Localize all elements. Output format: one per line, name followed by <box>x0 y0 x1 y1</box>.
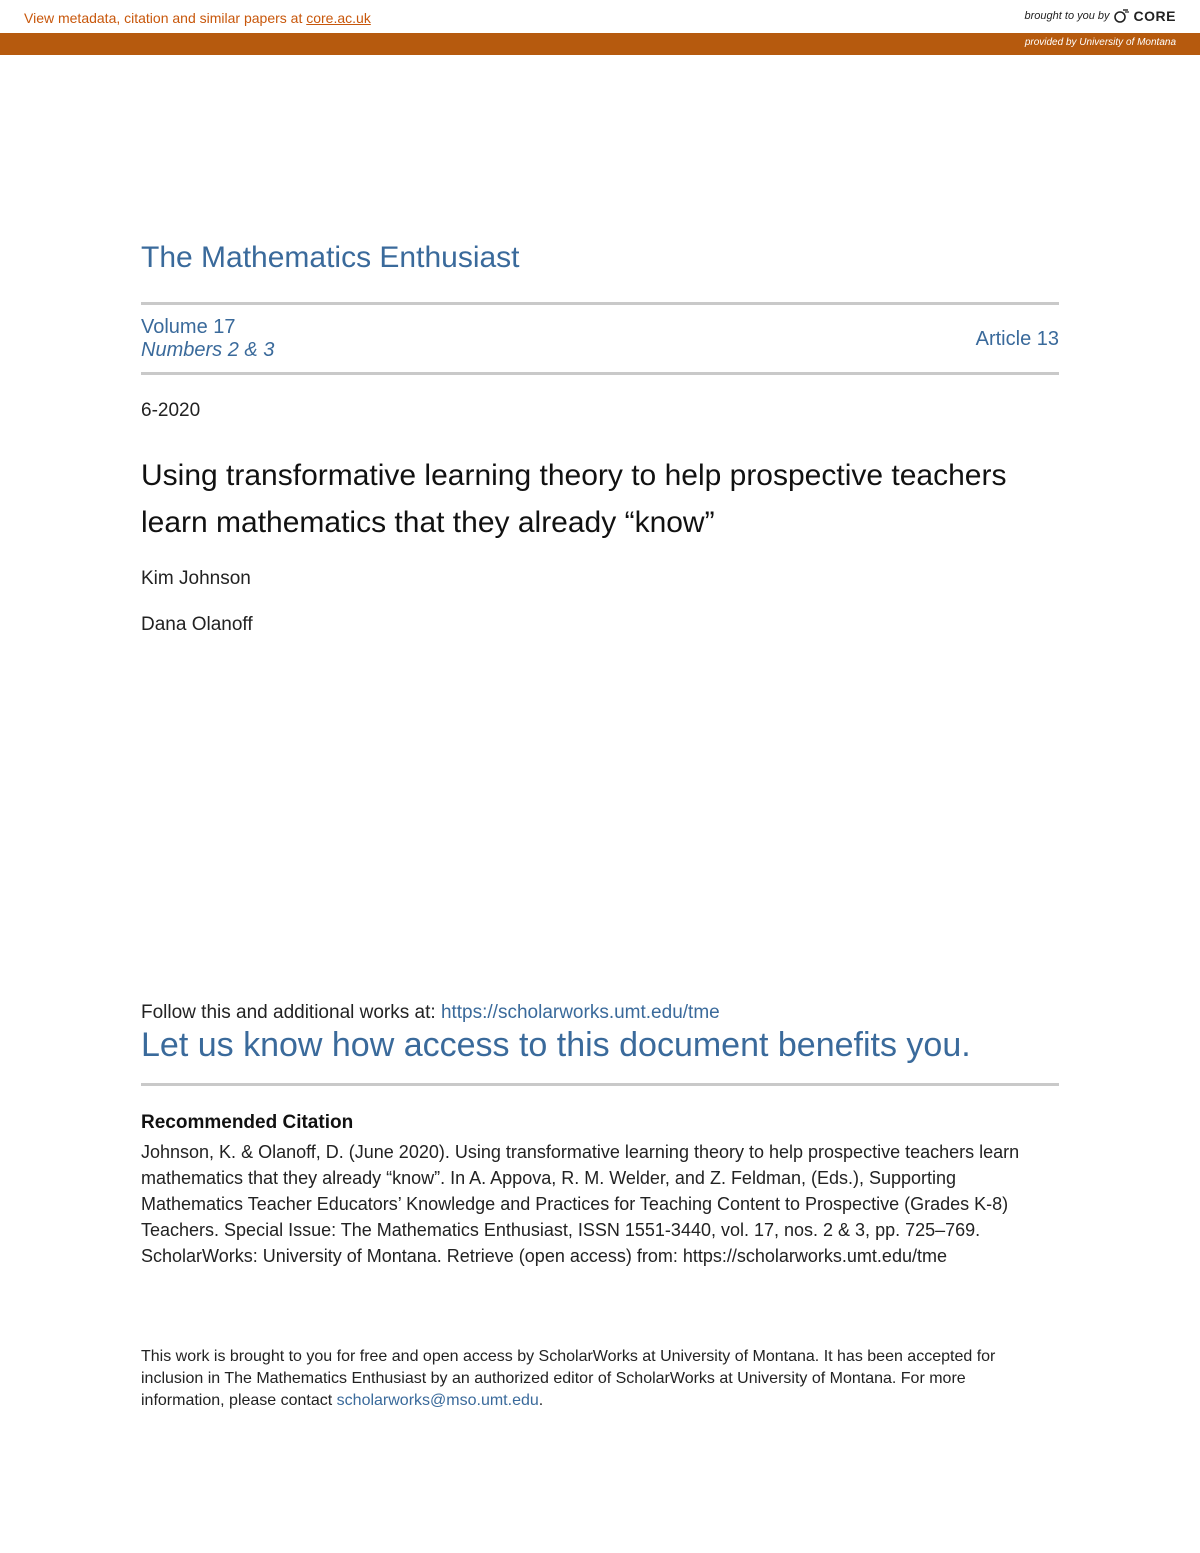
core-metadata-text: View metadata, citation and similar papers at <box>24 10 303 26</box>
contact-email-link[interactable]: scholarworks@mso.umt.edu <box>336 1392 539 1409</box>
core-provided-bar <box>0 33 1200 55</box>
brought-by-text: brought to you by <box>1024 10 1110 22</box>
repository-link[interactable]: https://scholarworks.umt.edu/tme <box>440 1002 720 1023</box>
core-header <box>0 0 1200 33</box>
author-name[interactable]: Kim Johnson <box>141 568 251 589</box>
citation-body: Johnson, K. & Olanoff, D. (June 2020). Using transformative learning theory to help prospective teachers learn mathematics that they already “know”. In A. Appova, R. M. Welder, and Z. Feldman, (Eds.), Supporting Mathematics Teacher Educators’ Knowledge and Practices for Teaching Content to Prospective (Grades K-8) Teachers. Special Issue: The Mathematics Enthusiast, ISSN 1551-3440, vol. 17, nos. 2 & 3, pp. 725–769. ScholarWorks: University of Montana. Retrieve (open access) from: https://scholarworks.umt.edu/tme <box>141 1142 1020 1266</box>
divider-top <box>141 302 1059 305</box>
numbers-link[interactable]: Numbers 2 & 3 <box>141 339 275 361</box>
core-brought-by <box>1025 8 1176 24</box>
citation-heading: Recommended Citation <box>141 1112 354 1133</box>
notice-text: This work is brought to you for free and open access by ScholarWorks at University of Montana. It has been accepted for inclusion in The Mathematics Enthusiast by an authorized editor of ScholarWorks at University of Montana. For more information, please contact <box>141 1348 996 1409</box>
core-link[interactable]: core.ac.uk <box>306 10 371 26</box>
article-number: Article 13 <box>975 328 1059 350</box>
notice-end: . <box>538 1392 544 1409</box>
author-name[interactable]: Dana Olanoff <box>141 614 253 635</box>
follow-text: Follow this and additional works at: <box>141 1002 436 1023</box>
benefit-feedback-link[interactable]: Let us know how access to this document benefits you. <box>141 1026 971 1064</box>
core-logo-icon <box>1114 8 1130 24</box>
volume-link[interactable]: Volume 17 <box>141 316 236 338</box>
access-notice <box>141 1346 1041 1412</box>
provided-by-text: provided by University of Montana <box>1024 37 1176 48</box>
journal-title[interactable]: The Mathematics Enthusiast <box>141 241 520 274</box>
paper-title: Using transformative learning theory to help prospective teachers learn mathematics that they already “know” <box>141 459 1007 539</box>
core-logo-text: CORE <box>1133 8 1176 24</box>
publication-date: 6-2020 <box>141 400 201 421</box>
core-metadata-line <box>24 10 371 26</box>
divider-bottom <box>141 1083 1059 1086</box>
divider-middle <box>141 372 1059 375</box>
follow-line <box>141 1002 720 1024</box>
